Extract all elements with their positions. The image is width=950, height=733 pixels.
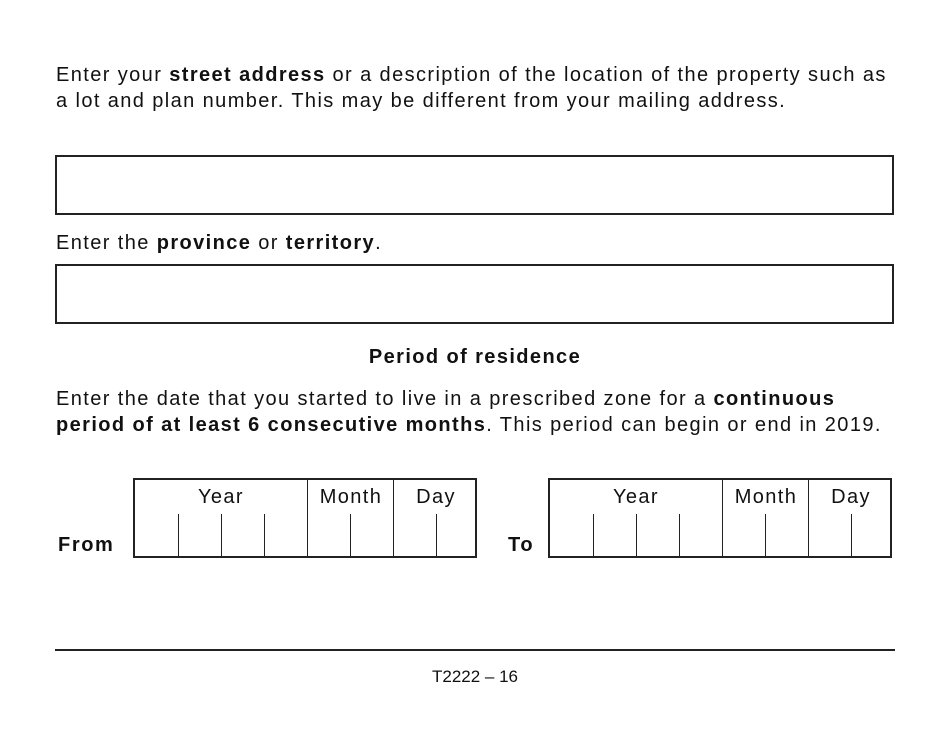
from-year-label: Year xyxy=(197,486,244,508)
to-month-digit-divider xyxy=(765,514,766,556)
province-instruction: Enter the province or territory. xyxy=(56,232,383,254)
from-year-month-divider xyxy=(307,480,308,556)
page-number: T2222 – 16 xyxy=(431,667,518,686)
from-year-digit-divider xyxy=(221,514,222,556)
to-month-day-divider xyxy=(808,480,809,556)
province-territory-field[interactable] xyxy=(55,264,894,324)
to-year-label: Year xyxy=(612,486,659,508)
from-month-label: Month xyxy=(319,486,383,508)
to-year-digit-divider xyxy=(593,514,594,556)
from-year-digit-divider xyxy=(178,514,179,556)
to-day-digit-divider xyxy=(851,514,852,556)
to-label: To xyxy=(508,534,535,556)
from-month-digit-divider xyxy=(350,514,351,556)
from-year-digit-divider xyxy=(264,514,265,556)
from-day-label: Day xyxy=(416,486,456,508)
to-year-digit-divider xyxy=(636,514,637,556)
street-address-field[interactable] xyxy=(55,155,894,215)
to-year-month-divider xyxy=(722,480,723,556)
from-date-box[interactable] xyxy=(133,478,477,558)
from-month-day-divider xyxy=(393,480,394,556)
to-date-box[interactable] xyxy=(548,478,892,558)
from-day-digit-divider xyxy=(436,514,437,556)
period-of-residence-heading: Period of residence xyxy=(368,346,582,368)
footer-divider xyxy=(55,649,895,651)
to-year-digit-divider xyxy=(679,514,680,556)
address-instruction: Enter your street address or a description of the location of the property such as a lot and plan number. This may be different from your mailing address. xyxy=(56,64,887,112)
from-label: From xyxy=(58,534,115,556)
to-month-label: Month xyxy=(734,486,798,508)
to-day-label: Day xyxy=(831,486,871,508)
period-instruction: Enter the date that you started to live in a prescribed zone for a continuous period of at least 6 consecutive months. This period can begin or end in 2019. xyxy=(56,388,882,436)
